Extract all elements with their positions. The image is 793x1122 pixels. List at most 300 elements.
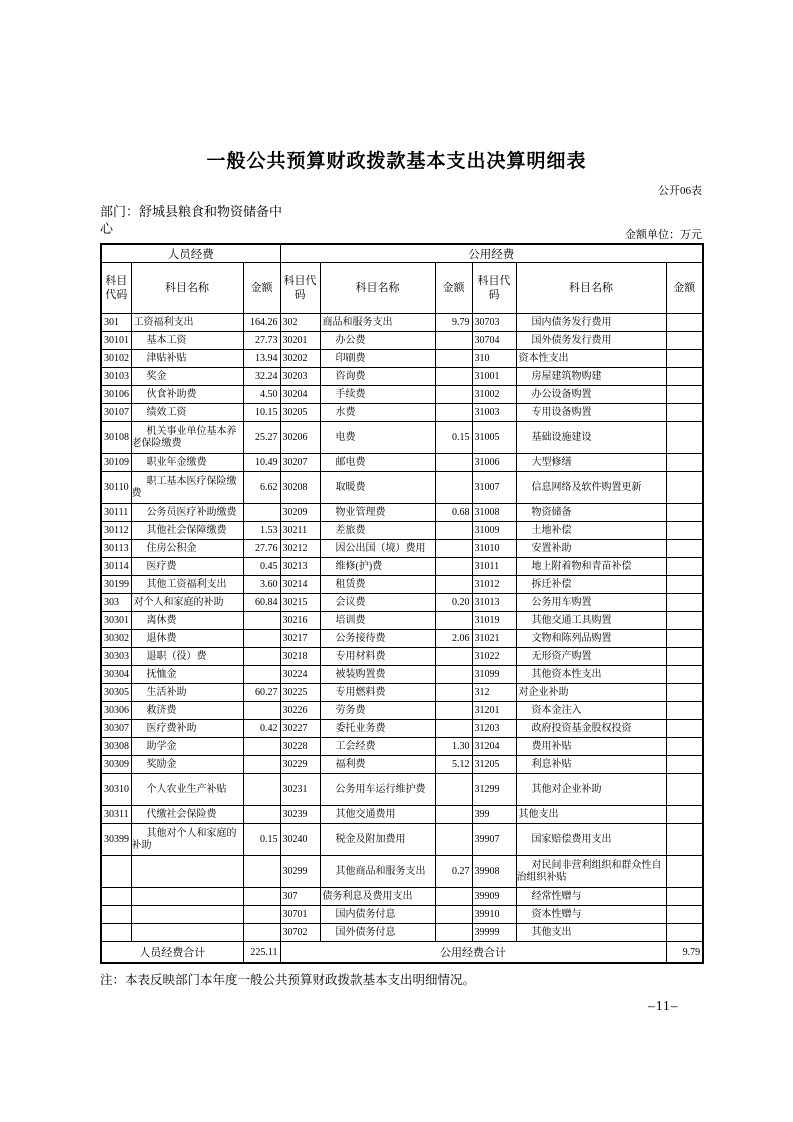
name-cell: 伙食补助费 <box>131 386 243 404</box>
name-cell: 其他交通费用 <box>320 806 435 824</box>
table-row <box>101 472 703 504</box>
code-cell: 30201 <box>280 332 320 350</box>
name-cell: 劳务费 <box>320 702 435 720</box>
name-cell: 印刷费 <box>320 350 435 368</box>
code-cell: 30213 <box>280 558 320 576</box>
table-row <box>101 332 703 350</box>
amount-cell <box>666 332 703 350</box>
amount-cell: 25.27 <box>243 422 280 454</box>
code-cell: 30214 <box>280 576 320 594</box>
name-cell: 代缴社会保险费 <box>131 806 243 824</box>
amount-cell <box>243 630 280 648</box>
name-cell: 公务用车运行维护费 <box>320 774 435 806</box>
code-cell: 30307 <box>101 720 131 738</box>
amount-cell: 10.15 <box>243 404 280 422</box>
code-cell: 30226 <box>280 702 320 720</box>
name-cell: 物资储备 <box>516 504 666 522</box>
name-cell: 信息网络及软件购置更新 <box>516 472 666 504</box>
name-cell: 其他社会保障缴费 <box>131 522 243 540</box>
code-cell: 31008 <box>472 504 516 522</box>
table-row <box>101 856 703 888</box>
name-cell: 经常性赠与 <box>516 888 666 906</box>
amount-cell <box>666 756 703 774</box>
document-content <box>100 184 702 988</box>
amount-cell <box>435 906 472 924</box>
name-cell: 公务用车购置 <box>516 594 666 612</box>
amount-cell <box>666 404 703 422</box>
code-cell: 30218 <box>280 648 320 666</box>
code-cell: 30302 <box>101 630 131 648</box>
name-cell: 离休费 <box>131 612 243 630</box>
amount-cell: 1.30 <box>435 738 472 756</box>
name-cell: 无形资产购置 <box>516 648 666 666</box>
table-row <box>101 422 703 454</box>
name-cell: 住房公积金 <box>131 540 243 558</box>
name-cell <box>131 888 243 906</box>
table-row <box>101 738 703 756</box>
code-cell: 30114 <box>101 558 131 576</box>
table-row <box>101 648 703 666</box>
name-cell: 专用设备购置 <box>516 404 666 422</box>
amount-cell <box>435 368 472 386</box>
col-header-name-2: 科目名称 <box>320 263 435 314</box>
amount-cell: 32.24 <box>243 368 280 386</box>
code-cell: 30103 <box>101 368 131 386</box>
table-row <box>101 350 703 368</box>
amount-cell <box>666 558 703 576</box>
code-cell: 302 <box>280 314 320 332</box>
name-cell: 安置补助 <box>516 540 666 558</box>
name-cell: 个人农业生产补贴 <box>131 774 243 806</box>
code-cell: 31201 <box>472 702 516 720</box>
code-cell: 30305 <box>101 684 131 702</box>
name-cell: 奖励金 <box>131 756 243 774</box>
amount-cell <box>243 504 280 522</box>
amount-cell <box>435 558 472 576</box>
code-cell: 30702 <box>280 924 320 942</box>
name-cell: 公务员医疗补助缴费 <box>131 504 243 522</box>
amount-cell: 0.42 <box>243 720 280 738</box>
code-cell: 310 <box>472 350 516 368</box>
amount-cell: 60.27 <box>243 684 280 702</box>
page-title: 一般公共预算财政拨款基本支出决算明细表 <box>206 151 587 172</box>
name-cell: 地上附着物和青苗补偿 <box>516 558 666 576</box>
amount-cell <box>435 454 472 472</box>
name-cell: 其他支出 <box>516 806 666 824</box>
name-cell: 其他资本性支出 <box>516 666 666 684</box>
name-cell: 其他商品和服务支出 <box>320 856 435 888</box>
table-row <box>101 774 703 806</box>
table-row <box>101 558 703 576</box>
code-cell: 30304 <box>101 666 131 684</box>
code-cell: 30110 <box>101 472 131 504</box>
name-cell: 被装购置费 <box>320 666 435 684</box>
code-cell: 30206 <box>280 422 320 454</box>
code-cell: 31021 <box>472 630 516 648</box>
col-header-name-1: 科目名称 <box>131 263 243 314</box>
amount-cell: 164.26 <box>243 314 280 332</box>
name-cell: 国外债务发行费用 <box>516 332 666 350</box>
code-cell: 31001 <box>472 368 516 386</box>
code-cell <box>101 888 131 906</box>
amount-cell: 0.15 <box>243 824 280 856</box>
amount-cell <box>243 774 280 806</box>
name-cell: 职工基本医疗保险缴费 <box>131 472 243 504</box>
person-total-label: 人员经费合计 <box>101 942 243 964</box>
amount-cell <box>666 522 703 540</box>
name-cell: 抚恤金 <box>131 666 243 684</box>
name-cell: 租赁费 <box>320 576 435 594</box>
name-cell: 土地补偿 <box>516 522 666 540</box>
name-cell: 工会经费 <box>320 738 435 756</box>
amount-cell <box>435 522 472 540</box>
name-cell: 基本工资 <box>131 332 243 350</box>
form-number: 公开06表 <box>658 185 702 197</box>
name-cell <box>131 906 243 924</box>
code-cell: 30301 <box>101 612 131 630</box>
name-cell: 医疗费 <box>131 558 243 576</box>
amount-cell <box>243 612 280 630</box>
name-cell: 手续费 <box>320 386 435 404</box>
name-cell: 对个人和家庭的补助 <box>131 594 243 612</box>
amount-cell: 13.94 <box>243 350 280 368</box>
amount-cell <box>666 648 703 666</box>
code-cell: 30224 <box>280 666 320 684</box>
name-cell: 费用补贴 <box>516 738 666 756</box>
amount-cell <box>243 702 280 720</box>
amount-cell <box>243 666 280 684</box>
name-cell: 办公设备购置 <box>516 386 666 404</box>
code-cell: 30101 <box>101 332 131 350</box>
table-row <box>101 720 703 738</box>
code-cell: 39999 <box>472 924 516 942</box>
name-cell: 资本金注入 <box>516 702 666 720</box>
amount-cell: 0.68 <box>435 504 472 522</box>
name-cell: 培训费 <box>320 612 435 630</box>
name-cell: 职业年金缴费 <box>131 454 243 472</box>
name-cell: 差旅费 <box>320 522 435 540</box>
amount-cell <box>435 702 472 720</box>
code-cell: 30208 <box>280 472 320 504</box>
code-cell: 30309 <box>101 756 131 774</box>
code-cell: 30112 <box>101 522 131 540</box>
amount-cell <box>435 404 472 422</box>
table-row <box>101 702 703 720</box>
name-cell: 生活补助 <box>131 684 243 702</box>
name-cell: 委托业务费 <box>320 720 435 738</box>
col-header-amount-3: 金额 <box>666 263 703 314</box>
public-funds-section-header: 公用经费 <box>280 244 703 263</box>
amount-cell <box>435 774 472 806</box>
amount-cell <box>666 684 703 702</box>
amount-cell <box>435 888 472 906</box>
code-cell: 30239 <box>280 806 320 824</box>
code-cell: 30217 <box>280 630 320 648</box>
amount-cell <box>666 368 703 386</box>
amount-cell <box>666 472 703 504</box>
code-cell <box>101 924 131 942</box>
amount-cell <box>243 648 280 666</box>
code-cell: 30311 <box>101 806 131 824</box>
name-cell: 债务利息及费用支出 <box>320 888 435 906</box>
amount-cell <box>435 824 472 856</box>
code-cell: 31010 <box>472 540 516 558</box>
name-cell: 救济费 <box>131 702 243 720</box>
code-cell: 30215 <box>280 594 320 612</box>
name-cell: 取暖费 <box>320 472 435 504</box>
amount-cell <box>243 906 280 924</box>
name-cell: 资本性支出 <box>516 350 666 368</box>
amount-cell <box>666 576 703 594</box>
amount-cell <box>435 666 472 684</box>
name-cell: 医疗费补助 <box>131 720 243 738</box>
code-cell: 30240 <box>280 824 320 856</box>
name-cell: 退休费 <box>131 630 243 648</box>
table-row <box>101 888 703 906</box>
amount-cell <box>435 648 472 666</box>
col-header-name-3: 科目名称 <box>516 263 666 314</box>
name-cell: 助学金 <box>131 738 243 756</box>
code-cell: 30108 <box>101 422 131 454</box>
code-cell: 30308 <box>101 738 131 756</box>
name-cell <box>131 856 243 888</box>
name-cell: 其他对企业补助 <box>516 774 666 806</box>
name-cell: 拆迁补偿 <box>516 576 666 594</box>
code-cell: 31012 <box>472 576 516 594</box>
section-header-row <box>101 244 703 263</box>
amount-cell <box>666 824 703 856</box>
code-cell: 30228 <box>280 738 320 756</box>
col-header-code-2: 科目代码 <box>280 263 320 314</box>
amount-cell <box>435 472 472 504</box>
amount-cell: 0.20 <box>435 594 472 612</box>
meta-row <box>100 199 702 243</box>
amount-cell <box>435 924 472 942</box>
table-row <box>101 630 703 648</box>
code-cell: 31022 <box>472 648 516 666</box>
amount-cell <box>666 702 703 720</box>
name-cell: 政府投资基金股权投资 <box>516 720 666 738</box>
amount-cell <box>666 540 703 558</box>
name-cell: 国内债务付息 <box>320 906 435 924</box>
code-cell: 303 <box>101 594 131 612</box>
table-row <box>101 824 703 856</box>
code-cell: 30113 <box>101 540 131 558</box>
code-cell: 399 <box>472 806 516 824</box>
amount-cell: 27.76 <box>243 540 280 558</box>
public-total-label: 公用经费合计 <box>280 942 666 964</box>
name-cell: 国家赔偿费用支出 <box>516 824 666 856</box>
name-cell: 会议费 <box>320 594 435 612</box>
name-cell: 对企业补助 <box>516 684 666 702</box>
amount-cell: 3.60 <box>243 576 280 594</box>
name-cell: 利息补贴 <box>516 756 666 774</box>
name-cell: 福利费 <box>320 756 435 774</box>
name-cell: 因公出国（境）费用 <box>320 540 435 558</box>
code-cell: 30203 <box>280 368 320 386</box>
amount-cell <box>435 332 472 350</box>
name-cell: 机关事业单位基本养老保险缴费 <box>131 422 243 454</box>
code-cell: 31013 <box>472 594 516 612</box>
code-cell: 30227 <box>280 720 320 738</box>
code-cell <box>101 856 131 888</box>
name-cell: 奖金 <box>131 368 243 386</box>
name-cell: 大型修缮 <box>516 454 666 472</box>
code-cell <box>101 906 131 924</box>
table-row <box>101 522 703 540</box>
code-cell: 31299 <box>472 774 516 806</box>
name-cell: 公务接待费 <box>320 630 435 648</box>
col-header-code-3: 科目代码 <box>472 263 516 314</box>
table-row <box>101 906 703 924</box>
amount-cell <box>435 612 472 630</box>
code-cell: 30306 <box>101 702 131 720</box>
table-row <box>101 806 703 824</box>
amount-cell <box>666 666 703 684</box>
col-header-code-1: 科目代码 <box>101 263 131 314</box>
name-cell: 其他工资福利支出 <box>131 576 243 594</box>
table-row <box>101 454 703 472</box>
amount-cell <box>666 386 703 404</box>
table-row <box>101 594 703 612</box>
table-row <box>101 756 703 774</box>
column-header-row <box>101 263 703 314</box>
name-cell: 其他对个人和家庭的补助 <box>131 824 243 856</box>
code-cell: 30205 <box>280 404 320 422</box>
code-cell: 30109 <box>101 454 131 472</box>
amount-cell <box>435 684 472 702</box>
code-cell: 31011 <box>472 558 516 576</box>
department-label: 部门：舒城县粮食和物资储备中心 <box>100 204 283 236</box>
amount-cell <box>666 924 703 942</box>
name-cell: 邮电费 <box>320 454 435 472</box>
person-total-amount: 225.11 <box>243 942 280 964</box>
name-cell: 对民间非营利组织和群众性自治组织补贴 <box>516 856 666 888</box>
code-cell: 30310 <box>101 774 131 806</box>
name-cell: 其他支出 <box>516 924 666 942</box>
code-cell: 39909 <box>472 888 516 906</box>
amount-cell: 4.50 <box>243 386 280 404</box>
name-cell: 咨询费 <box>320 368 435 386</box>
amount-cell <box>243 756 280 774</box>
code-cell: 31006 <box>472 454 516 472</box>
table-row <box>101 684 703 702</box>
amount-cell: 0.45 <box>243 558 280 576</box>
amount-cell <box>666 888 703 906</box>
table-row <box>101 314 703 332</box>
code-cell: 30225 <box>280 684 320 702</box>
name-cell: 工资福利支出 <box>131 314 243 332</box>
table-row <box>101 924 703 942</box>
table-row <box>101 404 703 422</box>
amount-cell <box>666 630 703 648</box>
code-cell: 30211 <box>280 522 320 540</box>
code-cell: 31203 <box>472 720 516 738</box>
name-cell: 物业管理费 <box>320 504 435 522</box>
amount-cell <box>435 350 472 368</box>
table-row <box>101 576 703 594</box>
footnote: 注：本表反映部门本年度一般公共预算财政拨款基本支出明细情况。 <box>100 973 476 987</box>
code-cell: 30107 <box>101 404 131 422</box>
amount-cell <box>243 924 280 942</box>
amount-cell <box>435 576 472 594</box>
code-cell: 31204 <box>472 738 516 756</box>
amount-cell: 0.15 <box>435 422 472 454</box>
amount-cell: 2.06 <box>435 630 472 648</box>
amount-cell <box>243 888 280 906</box>
amount-cell <box>666 612 703 630</box>
name-cell: 水费 <box>320 404 435 422</box>
name-cell: 其他交通工具购置 <box>516 612 666 630</box>
name-cell: 办公费 <box>320 332 435 350</box>
amount-cell: 60.84 <box>243 594 280 612</box>
code-cell: 31003 <box>472 404 516 422</box>
code-cell: 30229 <box>280 756 320 774</box>
amount-cell <box>666 906 703 924</box>
amount-cell: 5.12 <box>435 756 472 774</box>
name-cell: 国外债务付息 <box>320 924 435 942</box>
amount-cell <box>435 720 472 738</box>
code-cell: 39908 <box>472 856 516 888</box>
amount-cell: 1.53 <box>243 522 280 540</box>
code-cell: 30209 <box>280 504 320 522</box>
code-cell: 30299 <box>280 856 320 888</box>
code-cell: 30704 <box>472 332 516 350</box>
amount-cell <box>666 594 703 612</box>
code-cell: 30231 <box>280 774 320 806</box>
name-cell: 文物和陈列品购置 <box>516 630 666 648</box>
code-cell: 31007 <box>472 472 516 504</box>
code-cell: 30303 <box>101 648 131 666</box>
table-row <box>101 368 703 386</box>
code-cell: 31205 <box>472 756 516 774</box>
table-row <box>101 386 703 404</box>
amount-cell <box>243 856 280 888</box>
code-cell: 30207 <box>280 454 320 472</box>
code-cell: 31099 <box>472 666 516 684</box>
amount-cell: 9.79 <box>435 314 472 332</box>
code-cell: 39910 <box>472 906 516 924</box>
name-cell: 国内债务发行费用 <box>516 314 666 332</box>
table-row <box>101 504 703 522</box>
col-header-amount-1: 金额 <box>243 263 280 314</box>
page-number: –11– <box>648 998 679 1013</box>
amount-cell <box>666 738 703 756</box>
amount-cell <box>666 504 703 522</box>
amount-cell <box>243 806 280 824</box>
name-cell: 房屋建筑物购建 <box>516 368 666 386</box>
code-cell: 30202 <box>280 350 320 368</box>
amount-cell <box>435 806 472 824</box>
amount-cell <box>666 350 703 368</box>
code-cell: 30703 <box>472 314 516 332</box>
code-cell: 30111 <box>101 504 131 522</box>
name-cell: 专用材料费 <box>320 648 435 666</box>
name-cell: 津贴补贴 <box>131 350 243 368</box>
code-cell: 31005 <box>472 422 516 454</box>
person-funds-section-header: 人员经费 <box>101 244 280 263</box>
code-cell: 30102 <box>101 350 131 368</box>
public-total-amount: 9.79 <box>666 942 703 964</box>
code-cell: 30701 <box>280 906 320 924</box>
amount-cell: 0.27 <box>435 856 472 888</box>
code-cell: 30106 <box>101 386 131 404</box>
table-row <box>101 540 703 558</box>
totals-row <box>101 942 703 964</box>
amount-cell <box>666 454 703 472</box>
code-cell: 301 <box>101 314 131 332</box>
name-cell: 绩效工资 <box>131 404 243 422</box>
